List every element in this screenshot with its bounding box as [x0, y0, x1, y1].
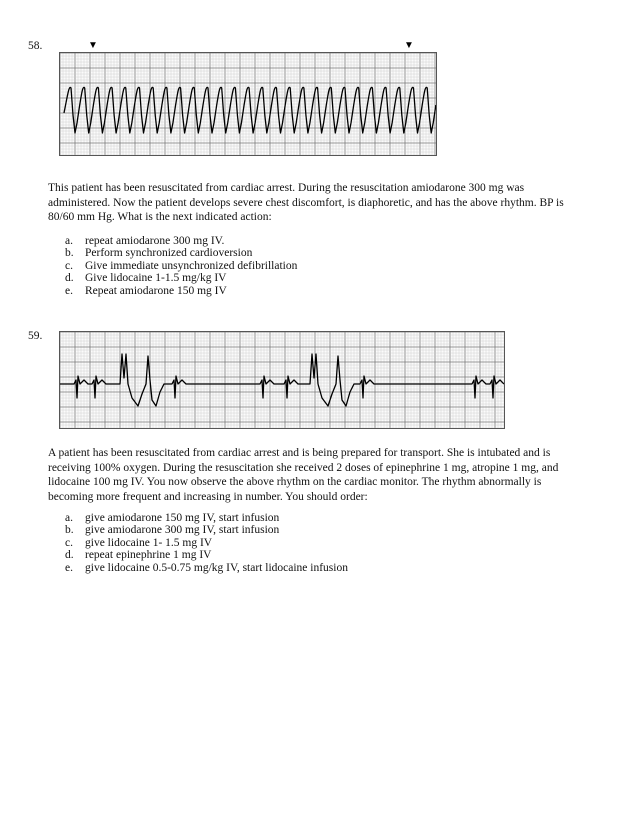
answer-options: [65, 235, 297, 297]
answer-option-e[interactable]: e. give lidocaine 0.5-0.75 mg/kg IV, start lidocaine infusion: [65, 561, 348, 574]
answer-option-c[interactable]: c. give lidocaine 1- 1.5 mg IV: [65, 536, 213, 549]
answer-option-a[interactable]: a. give amiodarone 150 mg IV, start infusion: [65, 512, 280, 524]
ecg-trace-vtach: [60, 53, 436, 155]
question-stem: A patient has been resuscitated from cardiac arrest and is being prepared for transport. She is intubated and is receiving 100% oxygen. During the resuscitation she received 2 doses of epinephrine 1 mg, atropine 1 mg, and lidocaine 100 mg IV. You now observe the above rhythm on the cardiac monitor. The rhythm abnormally is becoming more frequent and increasing in number. You should order:: [48, 447, 559, 503]
question-number: 59.: [28, 330, 43, 342]
strip-end-marker-icon: ▼: [404, 40, 414, 51]
answer-option-c[interactable]: c. Give immediate unsynchronized defibrillation: [65, 259, 298, 272]
answer-option-b[interactable]: b. Perform synchronized cardioversion: [65, 247, 253, 260]
ecg-trace-pvcs: [60, 332, 504, 428]
answer-option-b[interactable]: b. give amiodarone 300 mg IV, start infusion: [65, 524, 280, 537]
answer-option-e[interactable]: e. Repeat amiodarone 150 mg IV: [65, 284, 227, 297]
question-number: 58.: [28, 40, 43, 52]
answer-option-d[interactable]: d. repeat epinephrine 1 mg IV: [65, 549, 212, 562]
strip-start-marker-icon: ▼: [88, 40, 98, 51]
answer-option-a[interactable]: a. repeat amiodarone 300 mg IV.: [65, 235, 225, 247]
question-stem: This patient has been resuscitated from cardiac arrest. During the resuscitation amiodarone 300 mg was administered. Now the patient develops severe chest discomfort, is diaphoretic, and has the above rhythm. BP is 80/60 mm Hg. What is the next indicated action:: [48, 182, 564, 224]
ecg-strip-pvcs: [59, 331, 505, 429]
answer-option-d[interactable]: d. Give lidocaine 1-1.5 mg/kg IV: [65, 272, 227, 285]
answer-options: [65, 512, 348, 574]
ecg-strip-vtach: [59, 52, 437, 156]
